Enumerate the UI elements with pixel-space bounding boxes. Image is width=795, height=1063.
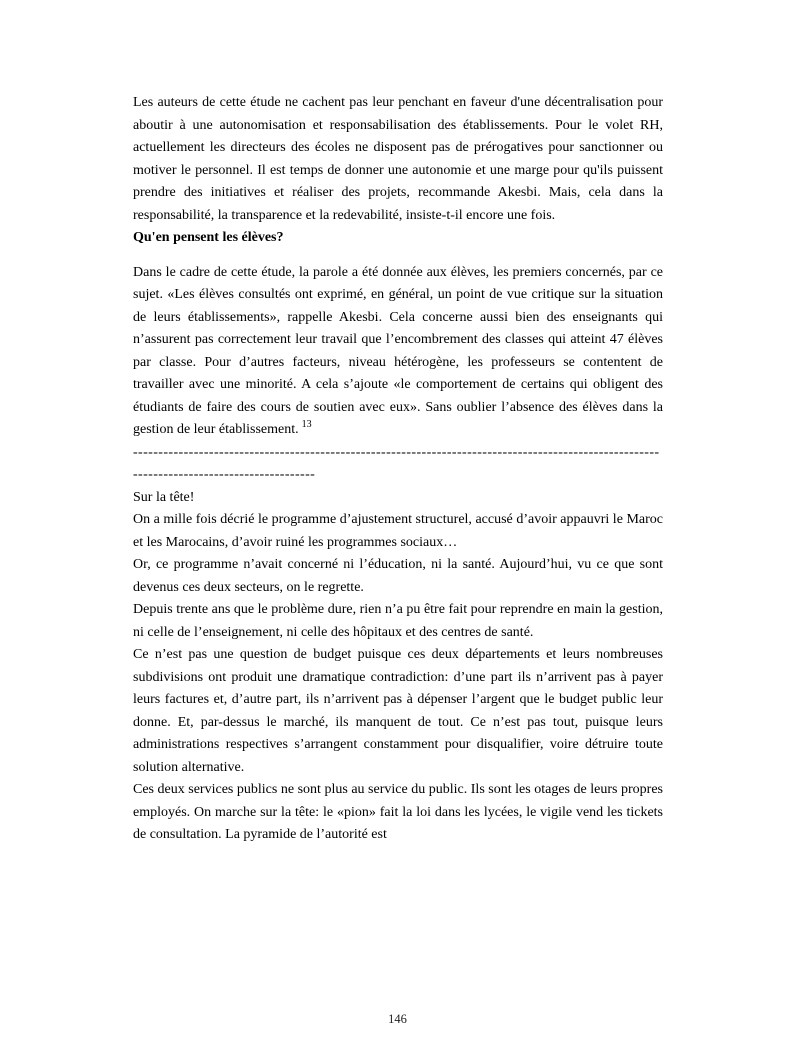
document-page (133, 92, 663, 847)
page-number: 146 (388, 1012, 407, 1026)
body-paragraph: Depuis trente ans que le problème dure, rien n’a pu être fait pour reprendre en main la gestion, ni celle de l’enseignement, ni celle des hôpitaux et des centres de santé. (133, 602, 663, 640)
article-body (133, 509, 663, 847)
students-paragraph (133, 262, 663, 442)
students-paragraph-text: Dans le cadre de cette étude, la parole a été donnée aux élèves, les premiers concernés, par ce sujet. «Les élèves consultés ont exprimé, en général, un point de vue critique sur la situation de leurs établissements», rappelle Akesbi. Cela concerne aussi bien des enseignants qui n’assurent pas correctement leur travail que l’encombrement des classes qui atteint 47 élèves par classe. Pour d’autres facteurs, niveau hétérogène, les professeurs se contentent de travailler avec une minorité. A cela s’ajoute «le comportement de certains qui obligent des étudiants de faire des cours de soutien avec eux». Sans oublier l’absence des élèves dans la gestion de leur établissement. (133, 264, 663, 437)
footnote-marker: 13 (301, 419, 312, 431)
body-paragraph: Or, ce programme n’avait concerné ni l’éducation, ni la santé. Aujourd’hui, vu ce que sont devenus ces deux secteurs, on le regrette. (133, 557, 663, 595)
body-paragraph: Ces deux services publics ne sont plus au service du public. Ils sont les otages de leurs propres employés. On marche sur la tête: le «pion» fait la loi dans les lycées, le vigile vend les tickets de consultation. La pyramide de l’autorité est (133, 782, 663, 842)
article-title: Sur la tête! (133, 489, 195, 505)
body-paragraph: On a mille fois décrié le programme d’ajustement structurel, accusé d’avoir appauvri le Maroc et les Marocains, d’avoir ruiné les programmes sociaux… (133, 512, 663, 550)
body-paragraph: Ce n’est pas une question de budget puisque ces deux départements et leurs nombreuses subdivisions ont produit une dramatique contradiction: d’une part ils n’arrivent pas à payer leurs factures et, d’autre part, ils n’arrivent pas à dépenser l’argent que le budget public leur donne. Et, par-dessus le marché, ils manquent de tout. Ce n’est pas tout, puisque leurs administrations respectives s’arrangent constamment pour disqualifier, voire détruire toute solution alternative. (133, 647, 663, 775)
dashed-separator: -------------------------------------------------------------------------------------------------------------------------------------------- (133, 444, 660, 482)
section-heading: Qu'en pensent les élèves? (133, 230, 284, 245)
intro-paragraph: Les auteurs de cette étude ne cachent pas leur penchant en faveur d'une décentralisation pour aboutir à une autonomisation et responsabilisation des établissements. Pour le volet RH, actuellement les directeurs des écoles ne disposent pas de prérogatives pour sanctionner ou motiver le personnel. Il est temps de donner une autonomie et une marge pour qu'ils puissent prendre des initiatives et réaliser des projets, recommande Akesbi. Mais, cela dans la responsabilité, la transparence et la redevabilité, insiste-t-il encore une fois. (133, 95, 663, 223)
